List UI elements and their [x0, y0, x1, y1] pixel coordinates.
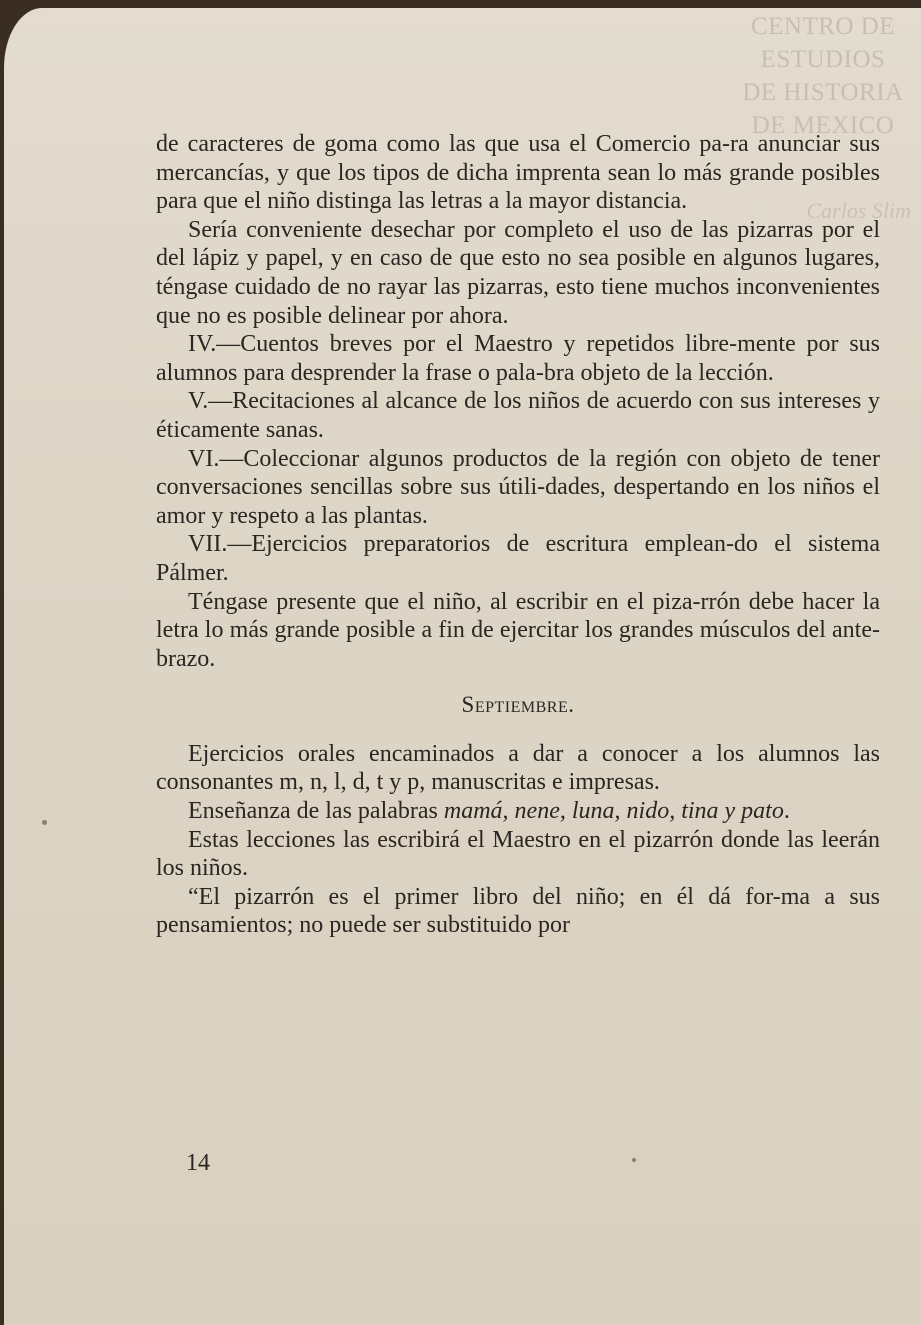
- paragraph-text: .: [783, 798, 790, 825]
- paragraph: “El pizarrón es el primer libro del niño; en él dá for-ma a sus pensamientos; no puede ser substituido por: [156, 883, 880, 939]
- body-text: [156, 130, 880, 940]
- paragraph: de caracteres de goma como las que usa el Comercio pa-ra anunciar sus mercancías, y que los tipos de dicha imprenta sean lo más grande posibles para que el niño distinga las letras a la mayor distancia.: [156, 131, 880, 215]
- italic-words: mamá, nene, luna, nido, tina y pato: [443, 798, 784, 825]
- paragraph: V.—Recitaciones al alcance de los niños de acuerdo con sus intereses y éticamente sanas.: [156, 388, 880, 443]
- paragraph: IV.—Cuentos breves por el Maestro y repetidos libre-mente por sus alumnos para desprender la frase o pala-bra objeto de la lección.: [156, 331, 880, 386]
- paragraph: [156, 797, 880, 826]
- paragraph: Sería conveniente desechar por completo el uso de las pizarras por el del lápiz y papel, y en caso de que esto no sea posible en algunos lugares, téngase cuidado de no rayar las pizarras, esto tiene muchos inconvenientes que no es posible delinear por ahora.: [156, 216, 880, 329]
- archive-watermark: [733, 10, 913, 142]
- paragraph: VII.—Ejercicios preparatorios de escritura emplean-do el sistema Pálmer.: [156, 531, 880, 586]
- paragraph-text: Enseñanza de las palabras: [188, 798, 444, 825]
- paragraph: Estas lecciones las escribirá el Maestro en el pizarrón donde las leerán los niños.: [156, 826, 880, 882]
- paper-speck: [632, 1158, 636, 1162]
- paragraph: Téngase presente que el niño, al escribir en el piza-rrón debe hacer la letra lo más grande posible a fin de ejercitar los grandes músculos del ante-brazo.: [156, 588, 880, 672]
- watermark-signature: Carlos Slim: [806, 198, 911, 223]
- paragraph: VI.—Coleccionar algunos productos de la región con objeto de tener conversaciones sencillas sobre sus útili-dades, despertando en los niños el amor y respeto a las plantas.: [156, 445, 880, 529]
- document-page: [4, 8, 921, 1325]
- paper-speck: [42, 820, 47, 825]
- watermark-line: DE MEXICO: [751, 112, 895, 139]
- page-number: 14: [186, 1150, 210, 1176]
- watermark-line: ESTUDIOS: [760, 46, 886, 73]
- watermark-line: CENTRO DE: [750, 13, 896, 40]
- section-heading: Septiembre.: [461, 692, 575, 718]
- paragraph: Ejercicios orales encaminados a dar a conocer a los alumnos las consonantes m, n, l, d, t y p, manuscritas e impresas.: [156, 740, 880, 796]
- watermark-line: DE HISTORIA: [742, 79, 904, 106]
